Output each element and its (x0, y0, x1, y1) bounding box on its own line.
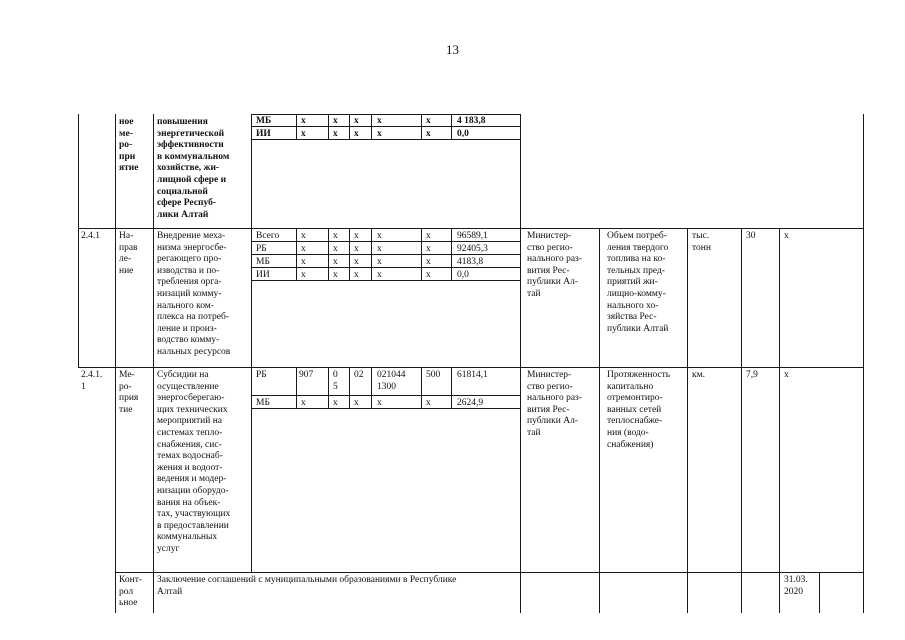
block3-indicator: Протяженность капитально отремонтиро- ванных сетей теплоснабже- ния (водо- снабжения) (607, 370, 671, 450)
b2-r1-c2: х (333, 244, 338, 254)
grid-line (779, 228, 780, 613)
grid-line (371, 114, 372, 140)
b1-r1-c3: х (354, 129, 359, 139)
b3-r1-c4: х (377, 398, 382, 408)
grid-line (349, 228, 350, 281)
block2-number: 2.4.1 (81, 231, 100, 241)
grid-line (599, 228, 600, 613)
grid-line (349, 367, 350, 409)
b2-r1-c3: х (354, 244, 359, 254)
b2-r1-amount: 92405,3 (457, 244, 488, 254)
grid-line (520, 114, 521, 613)
b2-r1-c5: х (426, 244, 431, 254)
block2-type: На- прав ле- ние (119, 231, 138, 276)
grid-line (421, 114, 422, 140)
grid-line (863, 114, 864, 613)
block2-unit: тыс. тонн (692, 231, 711, 253)
b1-r0-c3: х (354, 116, 359, 126)
page-number: 13 (446, 42, 459, 57)
b2-r2-c5: х (426, 257, 431, 267)
block1-name: повышения энергетической эффективности в коммунальном хозяйстве, жи- лищной сфере и социальной сфере Респуб- лики Алтай (157, 117, 230, 220)
grid-line (296, 114, 297, 140)
grid-line (451, 114, 452, 140)
b2-r0-src: Всего (256, 231, 280, 241)
b1-r0-c2: х (333, 116, 338, 126)
b1-r1-c2: х (333, 129, 338, 139)
grid-line (328, 228, 329, 281)
b3-r1-src: МБ (256, 398, 270, 408)
b2-r2-c2: х (333, 257, 338, 267)
grid-line (741, 228, 742, 613)
b2-r0-amount: 96589,1 (457, 231, 488, 241)
b2-r2-c3: х (354, 257, 359, 267)
b2-r0-c3: х (354, 231, 359, 241)
grid-line (371, 228, 372, 281)
b3-r1-c5: х (426, 398, 431, 408)
b1-r0-src: МБ (256, 116, 272, 126)
grid-line (451, 367, 452, 409)
block3-number: 2.4.1. 1 (81, 370, 103, 392)
grid-line (251, 280, 521, 281)
b2-r3-amount: 0,0 (457, 270, 469, 280)
b1-r1-amount: 0,0 (457, 129, 469, 139)
block3-value: 7,9 (746, 370, 758, 380)
b2-r3-c5: х (426, 270, 431, 280)
b1-r0-amount: 4 183,8 (457, 116, 486, 126)
grid-line (819, 572, 820, 613)
grid-line (349, 114, 350, 140)
block1-type: ное ме- ро- при ятие (119, 117, 139, 174)
block2-executor: Министер- ство регио- нального раз- вития Рес- публики Ал- тай (527, 231, 582, 299)
b1-r0-c4: х (377, 116, 382, 126)
b2-r0-c5: х (426, 231, 431, 241)
block4-date: 31.03. 2020 (784, 575, 808, 597)
grid-line (251, 114, 252, 573)
grid-line (115, 114, 116, 613)
block2-name: Внедрение меха- низма энергосбе- регающего про- изводства и по- требления орга- низаций комму- нального ком- плекса на потреб- ление и произ- водство комму- нальных ресурсов (157, 231, 231, 357)
grid-line (251, 139, 521, 140)
block2-indicator: Объем потреб- ления твердого топлива на ко- тельных пред- приятий жи- лищно-комму- нального хо- зяйства Рес- публики Алтай (607, 231, 669, 334)
b1-r1-src: ИИ (256, 129, 271, 139)
block4-text: Заключение соглашений с муниципальными образованиями в Республике Алтай (157, 575, 457, 597)
block2-value: 30 (746, 231, 756, 241)
b2-r2-c4: х (377, 257, 382, 267)
block3-unit: км. (692, 370, 706, 380)
block3-type: Ме- ро- прия тие (119, 370, 139, 415)
b3-r0-c4: 021044 1300 (377, 370, 406, 392)
block3-name: Субсидии на осуществление энергосберегаю- щих технических мероприятий на системах тепло- снабжения, сис- темах водоснаб- жения и водоот- ведения и модер- низации оборудо- вания на объек- тах, участвующих в предоставлении коммунальных услуг (157, 370, 231, 554)
b3-r0-c3: 02 (354, 370, 364, 380)
b1-r1-c5: х (426, 129, 431, 139)
b2-r2-src: МБ (256, 257, 270, 267)
b2-r1-src: РБ (256, 244, 267, 254)
b2-r3-c2: х (333, 270, 338, 280)
b2-r3-c1: х (301, 270, 306, 280)
block3-last: х (784, 370, 789, 380)
grid-line (421, 367, 422, 409)
grid-line (251, 395, 521, 396)
grid-line (451, 228, 452, 281)
b2-r3-c4: х (377, 270, 382, 280)
block4-type: Конт- рол ьное (119, 575, 143, 609)
grid-line (328, 114, 329, 140)
b2-r3-c3: х (354, 270, 359, 280)
b3-r1-c1: х (301, 398, 306, 408)
b2-r1-c1: х (301, 244, 306, 254)
grid-line (153, 114, 154, 613)
grid-line (371, 367, 372, 409)
b2-r3-src: ИИ (256, 270, 270, 280)
b1-r0-c5: х (426, 116, 431, 126)
b1-r0-c1: х (301, 116, 306, 126)
b3-r0-c5: 500 (426, 370, 441, 380)
b2-r2-amount: 4183,8 (457, 257, 484, 267)
grid-line (251, 572, 521, 573)
b2-r0-c4: х (377, 231, 382, 241)
b3-r1-c2: х (333, 398, 338, 408)
grid-line (251, 114, 521, 115)
b2-r2-c1: х (301, 257, 306, 267)
b1-r1-c1: х (301, 129, 306, 139)
grid-line (687, 228, 688, 613)
b3-r0-amount: 61814,1 (457, 370, 488, 380)
grid-line (78, 228, 864, 229)
b2-r0-c2: х (333, 231, 338, 241)
grid-line (421, 228, 422, 281)
b3-r1-c3: х (354, 398, 359, 408)
b3-r0-c1: 907 (299, 370, 314, 380)
grid-line (78, 114, 79, 368)
b2-r0-c1: х (301, 231, 306, 241)
block2-last: х (784, 231, 789, 241)
grid-line (296, 367, 297, 409)
grid-line (296, 228, 297, 281)
b3-r1-amount: 2624,9 (457, 398, 484, 408)
grid-line (328, 367, 329, 409)
b1-r1-c4: х (377, 129, 382, 139)
block3-executor: Министер- ство регио- нального раз- вития Рес- публики Ал- тай (527, 370, 582, 438)
grid-line (78, 367, 864, 368)
b3-r0-src: РБ (256, 370, 267, 380)
b3-r0-c2: 0 5 (333, 370, 338, 392)
b2-r1-c4: х (377, 244, 382, 254)
